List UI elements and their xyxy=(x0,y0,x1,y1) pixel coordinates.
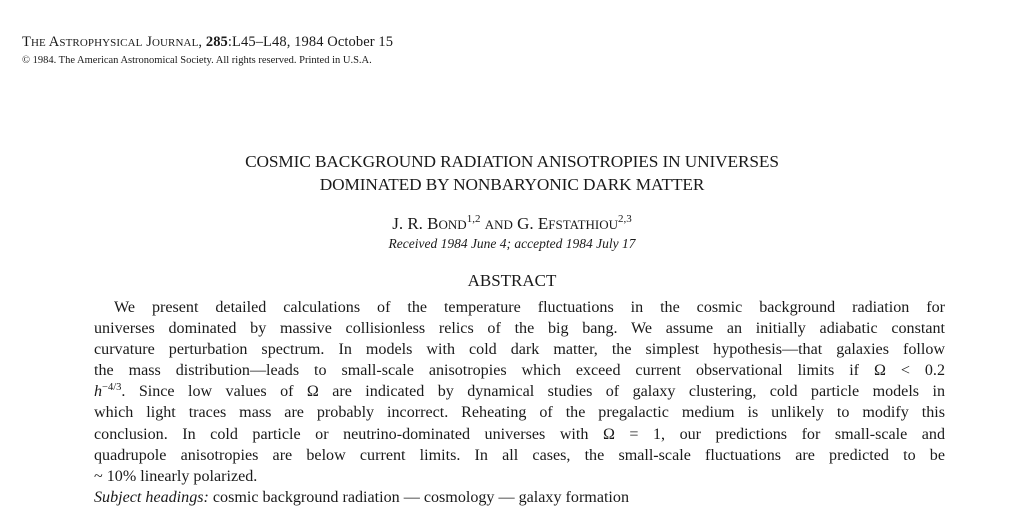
abstract-line: universes dominated by massive collisionless relics of the big bang. We assume an initially adiabatic constant xyxy=(94,320,945,338)
paper-title xyxy=(0,150,1024,196)
received-dates: Received 1984 June 4; accepted 1984 July 17 xyxy=(388,236,636,251)
journal-word: HE xyxy=(30,37,46,49)
title-line-2: DOMINATED BY NONBARYONIC DARK MATTER xyxy=(319,175,705,194)
author-conjunction: AND xyxy=(484,217,513,232)
abstract-line: which light traces mass are probably incorrect. Reheating of the pregalactic medium is unlikely to modify this xyxy=(94,404,945,422)
subject-headings xyxy=(94,489,629,507)
journal-pages-date: :L45–L48, 1984 October 15 xyxy=(227,34,394,50)
hubble-h-variable: h xyxy=(94,383,103,401)
abstract-line xyxy=(94,381,945,402)
abstract-line: We present detailed calculations of the temperature fluctuations in the cosmic background radiation for xyxy=(114,299,945,316)
journal-cap: J xyxy=(146,34,152,50)
author-2-initials: G. E xyxy=(517,214,549,233)
author-list xyxy=(0,214,1024,234)
copyright-notice: © 1984. The American Astronomical Society. All rights reserved. Printed in U.S.A. xyxy=(22,55,372,66)
journal-word: STROPHYSICAL xyxy=(59,37,143,49)
abstract-line: curvature perturbation spectrum. In models with cold dark matter, the simplest hypothesis—that galaxies follow xyxy=(94,341,945,359)
abstract-line: ~ 10% linearly polarized. xyxy=(94,467,258,485)
author-1-surname: OND xyxy=(438,217,467,232)
hubble-h-exponent: −4/3 xyxy=(102,382,122,394)
author-2-surname: FSTATHIOU xyxy=(548,217,619,232)
journal-cap: T xyxy=(22,34,31,50)
subject-headings-label: Subject headings: xyxy=(94,489,209,506)
abstract-line: the mass distribution—leads to small-scale anisotropies which exceed current observational limits if Ω < 0.2 xyxy=(94,362,945,380)
author-1-affiliation: 1,2 xyxy=(466,213,481,225)
author-1-initials: J. R. B xyxy=(392,214,439,233)
author-2-affiliation: 2,3 xyxy=(618,213,632,225)
abstract-line: conclusion. In cold particle or neutrino-dominated universes with Ω = 1, our predictions for small-scale and xyxy=(94,425,945,443)
abstract-body xyxy=(94,297,945,487)
journal-cap: A xyxy=(48,34,60,50)
abstract-line-text: . Since low values of Ω are indicated by dynamical studies of galaxy clustering, cold particle models in xyxy=(121,383,945,401)
journal-citation: THE ASTROPHYSICAL JOURNAL, 285:L45–L48, 1984 October 15 xyxy=(22,34,394,50)
abstract-heading: ABSTRACT xyxy=(467,271,557,290)
abstract-line: quadrupole anisotropies are below current limits. In all cases, the small-scale fluctuations are predicted to be xyxy=(94,446,945,464)
subject-headings-terms: cosmic background radiation — cosmology — galaxy formation xyxy=(208,489,630,506)
journal-word: OURNAL xyxy=(151,37,199,49)
journal-volume: 285 xyxy=(205,34,228,50)
title-line-1: COSMIC BACKGROUND RADIATION ANISOTROPIES IN UNIVERSES xyxy=(245,152,779,171)
